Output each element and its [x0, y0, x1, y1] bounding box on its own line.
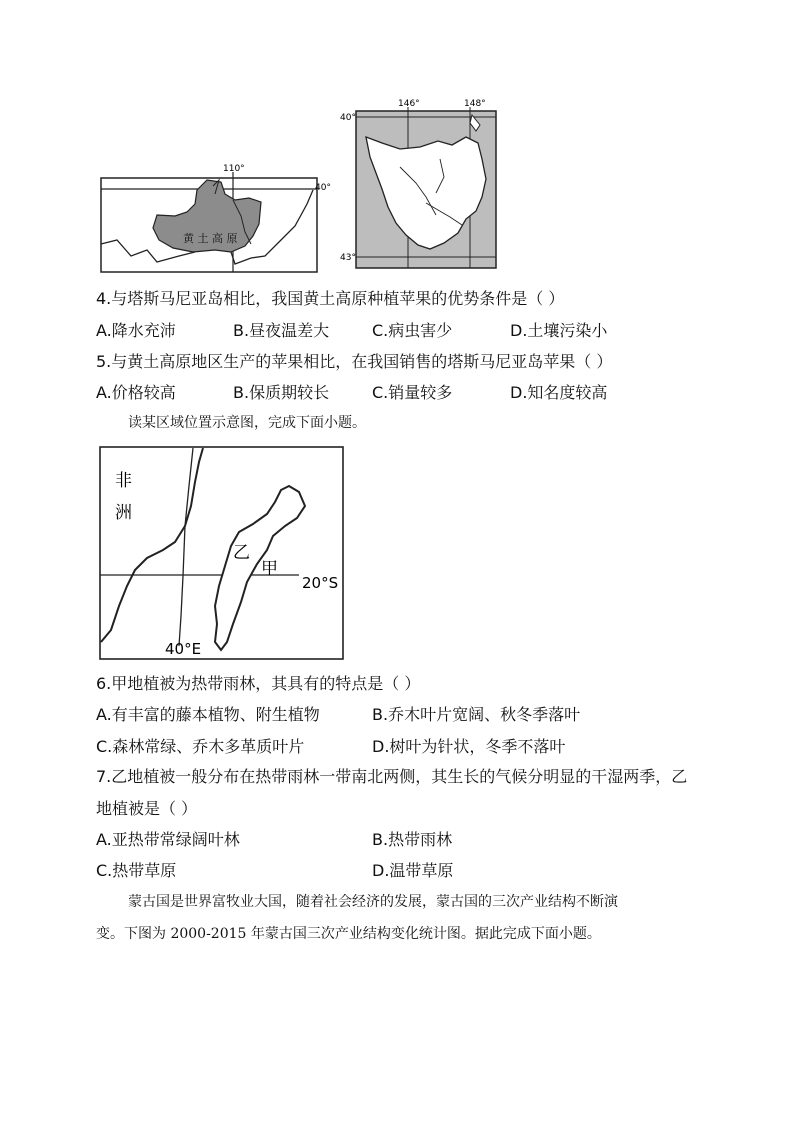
- africa-label-char-1: 非: [115, 471, 132, 491]
- latitude-40-label: 40°: [315, 183, 331, 193]
- tasmania-map: [340, 97, 500, 272]
- passage-intro-3-line-2: 变。下图为 2000-2015 年蒙古国三次产业结构变化统计图。据此完成下面小题。: [96, 926, 601, 942]
- longitude-148-label: 148°: [464, 99, 486, 109]
- longitude-146-label: 146°: [398, 99, 420, 109]
- question-4-stem: 4.与塔斯马尼亚岛相比，我国黄土高原种植苹果的优势条件是（ ）: [96, 289, 565, 308]
- passage-intro-3-line-1: 蒙古国是世界富牧业大国，随着社会经济的发展，蒙古国的三次产业结构不断演: [128, 894, 618, 910]
- question-6-option-c[interactable]: C.森林常绿、乔木多革质叶片: [96, 737, 305, 756]
- question-7-option-a[interactable]: A.亚热带常绿阔叶林: [96, 830, 240, 849]
- latitude-40-label: 40°: [340, 113, 356, 123]
- longitude-40e-label: 40°E: [165, 640, 202, 658]
- question-7-stem-line-1: 7.乙地植被一般分布在热带雨林一带南北两侧，其生长的气候分明显的干湿两季，乙: [96, 767, 688, 786]
- question-5-option-b[interactable]: B.保质期较长: [233, 383, 330, 402]
- africa-label-char-2: 洲: [115, 503, 132, 523]
- question-6-option-a[interactable]: A.有丰富的藤本植物、附生植物: [96, 705, 320, 724]
- question-5-stem: 5.与黄土高原地区生产的苹果相比，在我国销售的塔斯马尼亚岛苹果（ ）: [96, 352, 613, 371]
- label-jia: 甲: [261, 559, 278, 579]
- latitude-20s-label: 20°S: [302, 574, 339, 592]
- question-4-option-d[interactable]: D.土壤污染小: [510, 321, 608, 340]
- question-7-option-d[interactable]: D.温带草原: [372, 861, 454, 880]
- question-7-stem-line-2: 地植被是（ ）: [96, 799, 198, 818]
- question-6-option-d[interactable]: D.树叶为针状，冬季不落叶: [372, 737, 566, 756]
- question-4-option-b[interactable]: B.昼夜温差大: [233, 321, 330, 340]
- question-6-option-b[interactable]: B.乔木叶片宽阔、秋冬季落叶: [372, 705, 581, 724]
- question-5-option-a[interactable]: A.价格较高: [96, 383, 176, 402]
- question-4-option-c[interactable]: C.病虫害少: [372, 321, 453, 340]
- madagascar-map: [99, 446, 344, 661]
- question-5-option-d[interactable]: D.知名度较高: [510, 383, 608, 402]
- question-5-option-c[interactable]: C.销量较多: [372, 383, 453, 402]
- label-yi: 乙: [233, 543, 250, 563]
- latitude-43-label: 43°: [340, 253, 356, 263]
- question-7-option-b[interactable]: B.热带雨林: [372, 830, 453, 849]
- loess-plateau-label: 黄 土 高 原: [183, 232, 238, 245]
- question-4-option-a[interactable]: A.降水充沛: [96, 321, 176, 340]
- loess-plateau-map: [95, 160, 335, 278]
- longitude-110-label: 110°: [223, 164, 245, 174]
- question-7-option-c[interactable]: C.热带草原: [96, 861, 177, 880]
- question-6-stem: 6.甲地植被为热带雨林，其具有的特点是（ ）: [96, 674, 421, 693]
- passage-intro-2: 读某区域位置示意图，完成下面小题。: [128, 415, 366, 431]
